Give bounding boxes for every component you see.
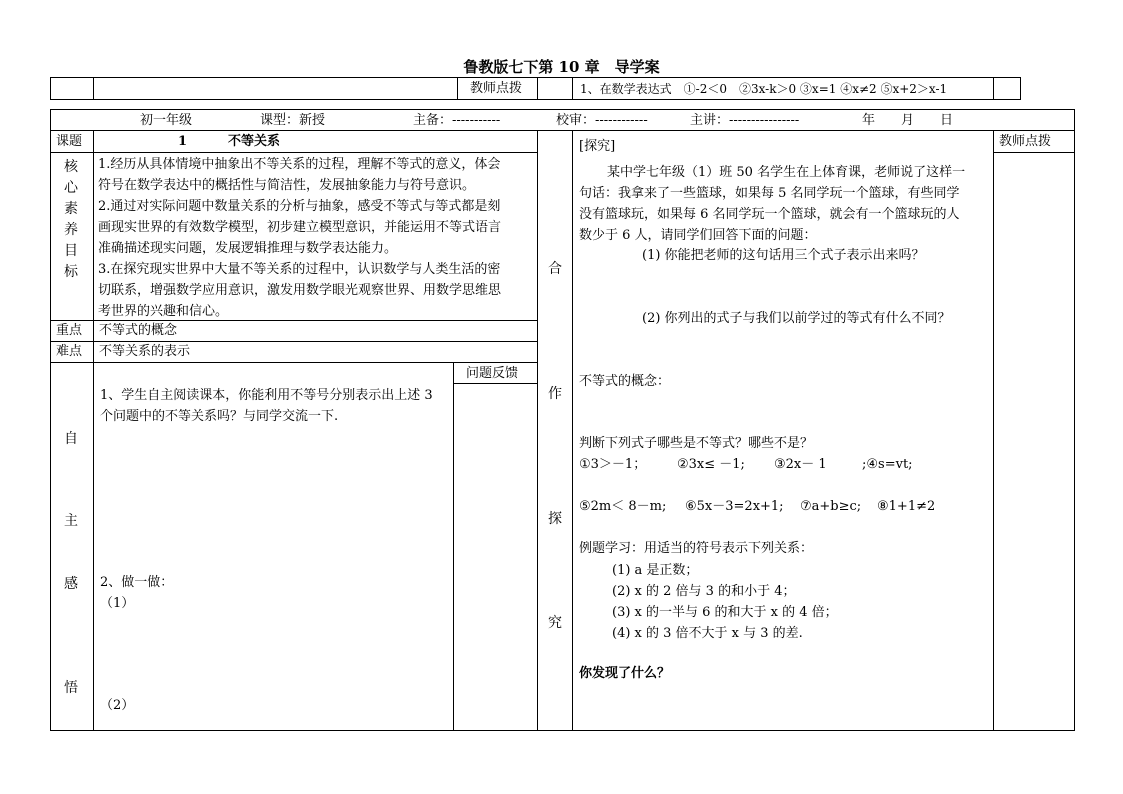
teacher-tip-label: 教师点拨 <box>999 134 1052 149</box>
core-goals-text: 1.经历从具体情境中抽象出不等关系的过程，理解不等式的意义，体会 符号在数学表达中的概括性与简洁性，发展抽象能力与符号意识。 2.通过对实际问题中数量关系的分析与抽象，感受不等式与等式都是刻 画现实世界的有效数学模型，初步建立模型意识，并能运用不等式语言 准确描述现实问题，发展逻辑推理与数学表达能力。 3.在探究现实世界中大量不等关系的过程中，认识数学与人类生活的密 切联系，增强数学应用意识，激发用数学眼光观察世界、用数学思维思 考世界的兴趣和信心。 <box>98 157 502 319</box>
self-question-2-b: （2） <box>100 698 135 713</box>
difficulty-label: 难点 <box>56 344 83 359</box>
topic-label: 课题 <box>56 134 83 149</box>
explore-story: 某中学七年级（1）班 50 名学生在上体育课，老师说了这样一 句话：我拿来了一些篮球，如果每 5 名同学玩一个篮球，有些同学 没有篮球玩，如果每 6 名同学玩一个篮球，就会有一个篮球玩的人 数少于 6 人，请同学们回答下面的问题： <box>579 165 966 243</box>
key-point-text: 不等式的概念 <box>99 323 178 338</box>
self-question-2-a: （1） <box>100 596 135 611</box>
date-field: 年 月 日 <box>862 113 954 128</box>
page-title: 鲁教版七下第 10 章 导学案 <box>463 58 660 76</box>
top-row-expression-question: 1、在数学表达式 ①-2＜0 ②3x-k＞0 ③x=1 ④x≠2 ⑤x+2＞x-1 <box>580 82 948 96</box>
example-title: 例题学习：用适当的符号表示下列关系： <box>579 541 814 556</box>
explore-question-2: (2) 你列出的式子与我们以前学过的等式有什么不同？ <box>642 311 951 326</box>
discover-question: 你发现了什么？ <box>579 666 671 681</box>
key-point-label: 重点 <box>56 323 83 338</box>
self-question-1: 1、学生自主阅读课本，你能利用不等号分别表示出上述 3 个问题中的不等关系吗？与同学交流一下. <box>100 388 433 424</box>
explore-question-1: (1) 你能把老师的这句话用三个式子表示出来吗？ <box>642 248 925 263</box>
reviewer: 校审：------------ <box>556 113 648 128</box>
main-preparer: 主备：----------- <box>413 113 501 128</box>
inequality-concept: 不等式的概念： <box>579 374 671 389</box>
self-question-2: 2、做一做： <box>100 575 174 590</box>
lesson-type: 课型：新授 <box>260 113 326 128</box>
difficulty-text: 不等关系的表示 <box>99 344 191 359</box>
feedback-label: 问题反馈 <box>466 366 519 381</box>
topic-title: 不等关系 <box>228 134 281 149</box>
example-list: (1) a 是正数； (2) x 的 2 倍与 3 的和小于 4； (3) x 的一半与 6 的和大于 x 的 4 倍； (4) x 的 3 倍不大于 x 与 3 的差. <box>612 563 838 641</box>
lecturer: 主讲：---------------- <box>690 113 800 128</box>
explore-tag: [探究] <box>579 139 616 154</box>
topic-number: 1 <box>178 134 188 149</box>
top-row-teacher-tip: 教师点拨 <box>470 81 523 96</box>
grade-label: 初一年级 <box>140 113 193 128</box>
judge-prompt: 判断下列式子哪些是不等式？哪些不是？ <box>579 436 814 451</box>
